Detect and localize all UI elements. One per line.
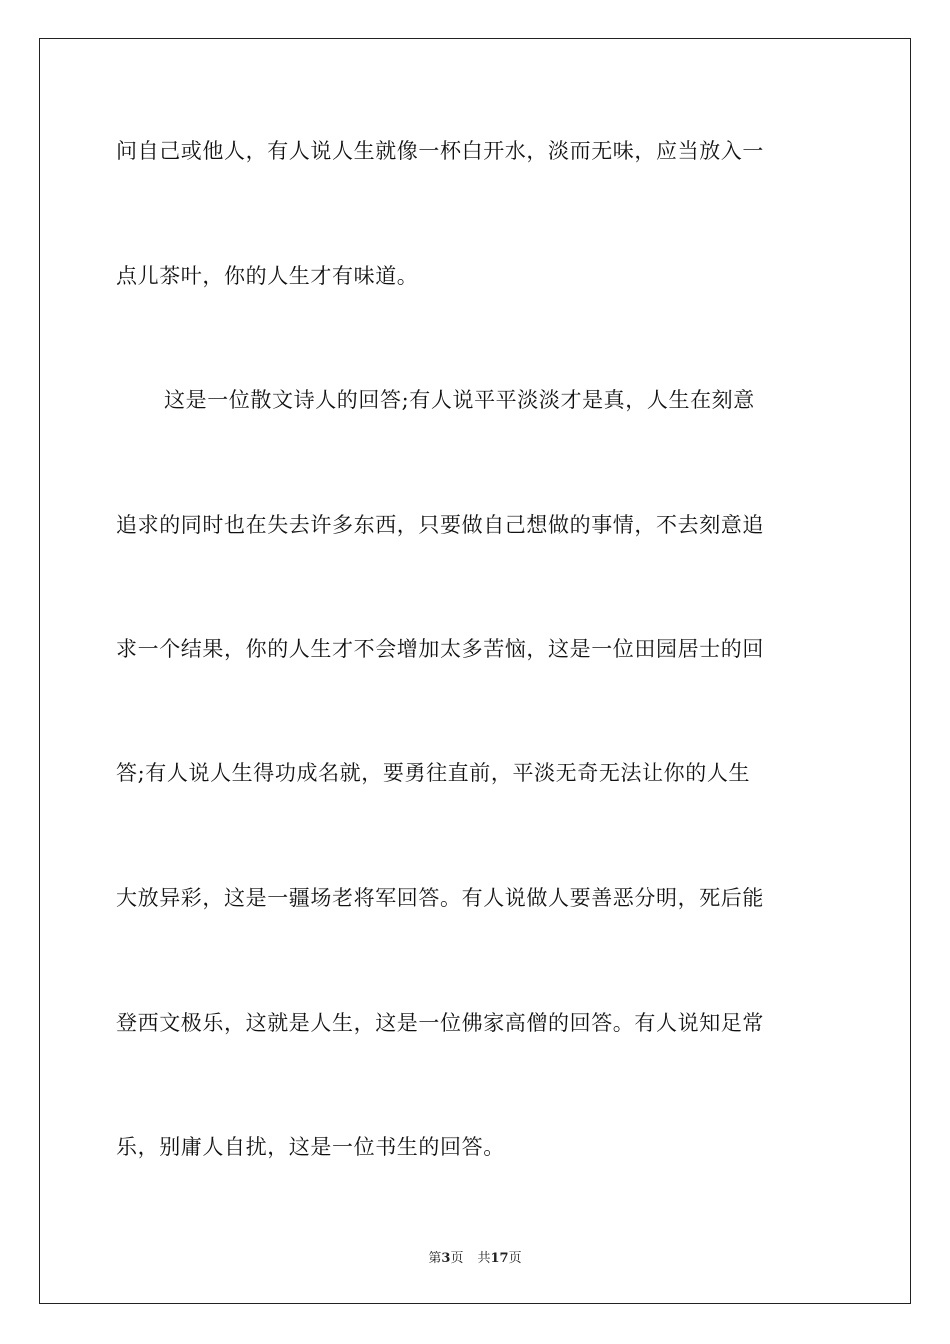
- total-prefix: 共: [477, 1251, 491, 1266]
- total-suffix: 页: [508, 1251, 522, 1266]
- body-text-line: 答;有人说人生得功成名就，要勇往直前，平淡无奇无法让你的人生: [116, 761, 751, 785]
- page-prefix: 第: [428, 1251, 442, 1266]
- body-text-line: 点儿茶叶，你的人生才有味道。: [116, 264, 419, 288]
- body-text-line: 乐，别庸人自扰，这是一位书生的回答。: [116, 1135, 505, 1159]
- page-number: 3: [441, 1251, 451, 1266]
- body-text-line: 追求的同时也在失去许多东西，只要做自己想做的事情，不去刻意追: [116, 513, 764, 537]
- page-suffix: 页: [450, 1251, 464, 1266]
- body-text-line: 问自己或他人，有人说人生就像一杯白开水，淡而无味，应当放入一: [116, 139, 764, 163]
- page-border: [39, 38, 911, 1304]
- body-text-line: 登西文极乐，这就是人生，这是一位佛家高僧的回答。有人说知足常: [116, 1011, 764, 1035]
- page-footer: [0, 1247, 950, 1266]
- body-text-line: 大放异彩，这是一疆场老将军回答。有人说做人要善恶分明，死后能: [116, 886, 764, 910]
- total-pages: 17: [490, 1251, 509, 1266]
- body-text-line: 求一个结果，你的人生才不会增加太多苦恼，这是一位田园居士的回: [116, 637, 764, 661]
- body-text-line: 这是一位散文诗人的回答;有人说平平淡淡才是真，人生在刻意: [164, 388, 755, 412]
